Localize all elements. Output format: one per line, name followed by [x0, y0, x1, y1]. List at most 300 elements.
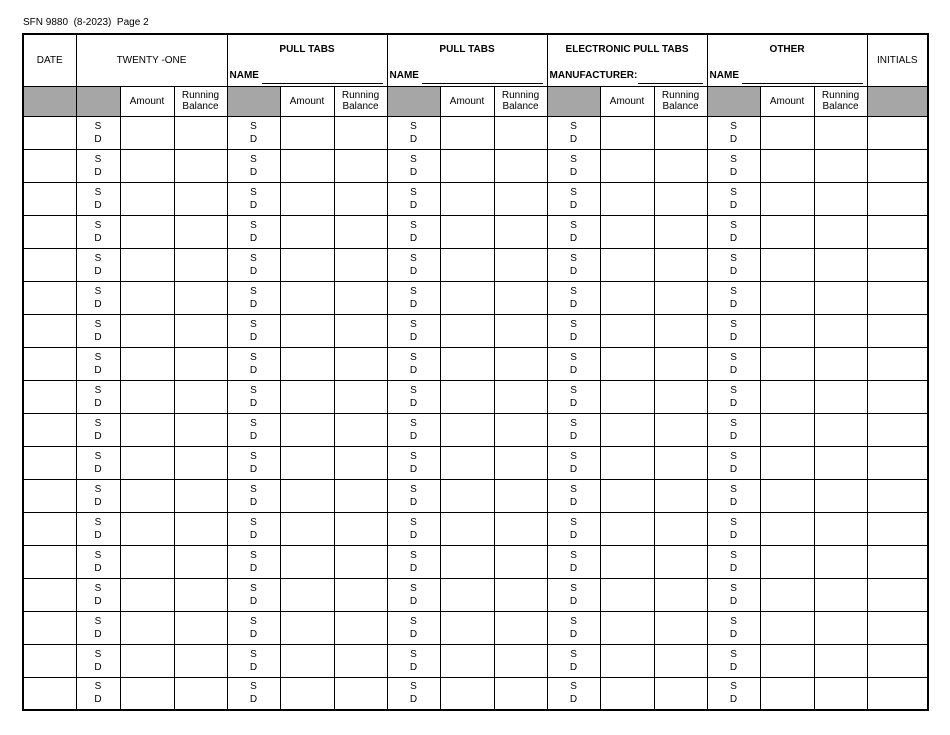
running-balance-cell[interactable]	[814, 215, 867, 248]
amount-cell[interactable]	[120, 413, 174, 446]
sale-deposit-cell[interactable]	[227, 677, 280, 710]
amount-cell[interactable]	[120, 677, 174, 710]
sale-deposit-cell[interactable]	[707, 182, 760, 215]
sale-deposit-cell[interactable]	[707, 578, 760, 611]
running-balance-cell[interactable]	[334, 248, 387, 281]
amount-cell[interactable]	[120, 281, 174, 314]
running-balance-cell[interactable]	[654, 149, 707, 182]
date-cell[interactable]	[23, 380, 76, 413]
sale-deposit-cell[interactable]	[76, 611, 120, 644]
pull-tabs-1-name-field[interactable]	[262, 83, 383, 84]
running-balance-cell[interactable]	[494, 611, 547, 644]
sale-deposit-cell[interactable]	[547, 578, 600, 611]
running-balance-cell[interactable]	[174, 446, 227, 479]
running-balance-cell[interactable]	[334, 413, 387, 446]
running-balance-cell[interactable]	[174, 545, 227, 578]
sale-deposit-cell[interactable]	[227, 578, 280, 611]
amount-cell[interactable]	[120, 578, 174, 611]
amount-cell[interactable]	[600, 281, 654, 314]
running-balance-cell[interactable]	[494, 116, 547, 149]
amount-cell[interactable]	[280, 446, 334, 479]
amount-cell[interactable]	[600, 578, 654, 611]
amount-cell[interactable]	[120, 380, 174, 413]
amount-cell[interactable]	[440, 149, 494, 182]
amount-cell[interactable]	[600, 545, 654, 578]
running-balance-cell[interactable]	[494, 677, 547, 710]
amount-cell[interactable]	[120, 314, 174, 347]
running-balance-cell[interactable]	[494, 413, 547, 446]
running-balance-cell[interactable]	[494, 479, 547, 512]
sale-deposit-cell[interactable]	[387, 314, 440, 347]
running-balance-cell[interactable]	[174, 116, 227, 149]
amount-cell[interactable]	[120, 149, 174, 182]
amount-cell[interactable]	[280, 314, 334, 347]
sale-deposit-cell[interactable]	[707, 611, 760, 644]
date-cell[interactable]	[23, 446, 76, 479]
running-balance-cell[interactable]	[494, 380, 547, 413]
amount-cell[interactable]	[600, 182, 654, 215]
amount-cell[interactable]	[600, 677, 654, 710]
running-balance-cell[interactable]	[174, 611, 227, 644]
amount-cell[interactable]	[440, 446, 494, 479]
sale-deposit-cell[interactable]	[707, 512, 760, 545]
sale-deposit-cell[interactable]	[76, 545, 120, 578]
amount-cell[interactable]	[280, 611, 334, 644]
sale-deposit-cell[interactable]	[707, 545, 760, 578]
amount-cell[interactable]	[280, 347, 334, 380]
sale-deposit-cell[interactable]	[387, 413, 440, 446]
sale-deposit-cell[interactable]	[76, 215, 120, 248]
sale-deposit-cell[interactable]	[76, 248, 120, 281]
running-balance-cell[interactable]	[334, 512, 387, 545]
sale-deposit-cell[interactable]	[707, 347, 760, 380]
running-balance-cell[interactable]	[654, 512, 707, 545]
amount-cell[interactable]	[280, 248, 334, 281]
running-balance-cell[interactable]	[334, 347, 387, 380]
running-balance-cell[interactable]	[494, 347, 547, 380]
running-balance-cell[interactable]	[654, 380, 707, 413]
initials-cell[interactable]	[867, 314, 928, 347]
date-cell[interactable]	[23, 182, 76, 215]
running-balance-cell[interactable]	[174, 347, 227, 380]
sale-deposit-cell[interactable]	[387, 644, 440, 677]
sale-deposit-cell[interactable]	[227, 611, 280, 644]
sale-deposit-cell[interactable]	[227, 182, 280, 215]
amount-cell[interactable]	[760, 116, 814, 149]
sale-deposit-cell[interactable]	[227, 446, 280, 479]
amount-cell[interactable]	[440, 578, 494, 611]
sale-deposit-cell[interactable]	[227, 248, 280, 281]
sale-deposit-cell[interactable]	[227, 215, 280, 248]
running-balance-cell[interactable]	[334, 314, 387, 347]
running-balance-cell[interactable]	[814, 677, 867, 710]
sale-deposit-cell[interactable]	[227, 281, 280, 314]
sale-deposit-cell[interactable]	[547, 248, 600, 281]
amount-cell[interactable]	[440, 248, 494, 281]
sale-deposit-cell[interactable]	[76, 182, 120, 215]
sale-deposit-cell[interactable]	[547, 116, 600, 149]
amount-cell[interactable]	[120, 611, 174, 644]
running-balance-cell[interactable]	[654, 215, 707, 248]
sale-deposit-cell[interactable]	[707, 281, 760, 314]
amount-cell[interactable]	[120, 479, 174, 512]
initials-cell[interactable]	[867, 545, 928, 578]
initials-cell[interactable]	[867, 182, 928, 215]
running-balance-cell[interactable]	[814, 314, 867, 347]
sale-deposit-cell[interactable]	[547, 611, 600, 644]
amount-cell[interactable]	[600, 413, 654, 446]
sale-deposit-cell[interactable]	[547, 677, 600, 710]
sale-deposit-cell[interactable]	[76, 380, 120, 413]
initials-cell[interactable]	[867, 347, 928, 380]
initials-cell[interactable]	[867, 116, 928, 149]
sale-deposit-cell[interactable]	[387, 116, 440, 149]
amount-cell[interactable]	[120, 545, 174, 578]
amount-cell[interactable]	[600, 644, 654, 677]
sale-deposit-cell[interactable]	[227, 380, 280, 413]
amount-cell[interactable]	[120, 512, 174, 545]
sale-deposit-cell[interactable]	[227, 116, 280, 149]
running-balance-cell[interactable]	[334, 545, 387, 578]
initials-cell[interactable]	[867, 215, 928, 248]
amount-cell[interactable]	[760, 479, 814, 512]
sale-deposit-cell[interactable]	[76, 281, 120, 314]
pull-tabs-2-name-field[interactable]	[422, 83, 543, 84]
sale-deposit-cell[interactable]	[707, 248, 760, 281]
other-name-field[interactable]	[742, 83, 863, 84]
sale-deposit-cell[interactable]	[547, 215, 600, 248]
amount-cell[interactable]	[120, 644, 174, 677]
running-balance-cell[interactable]	[654, 611, 707, 644]
running-balance-cell[interactable]	[174, 413, 227, 446]
running-balance-cell[interactable]	[654, 347, 707, 380]
amount-cell[interactable]	[600, 215, 654, 248]
running-balance-cell[interactable]	[814, 182, 867, 215]
sale-deposit-cell[interactable]	[387, 446, 440, 479]
amount-cell[interactable]	[760, 512, 814, 545]
running-balance-cell[interactable]	[654, 446, 707, 479]
running-balance-cell[interactable]	[174, 314, 227, 347]
sale-deposit-cell[interactable]	[227, 512, 280, 545]
amount-cell[interactable]	[120, 116, 174, 149]
amount-cell[interactable]	[440, 215, 494, 248]
running-balance-cell[interactable]	[334, 611, 387, 644]
sale-deposit-cell[interactable]	[387, 512, 440, 545]
amount-cell[interactable]	[280, 578, 334, 611]
sale-deposit-cell[interactable]	[707, 149, 760, 182]
initials-cell[interactable]	[867, 677, 928, 710]
amount-cell[interactable]	[440, 380, 494, 413]
amount-cell[interactable]	[440, 116, 494, 149]
initials-cell[interactable]	[867, 149, 928, 182]
amount-cell[interactable]	[760, 281, 814, 314]
sale-deposit-cell[interactable]	[387, 182, 440, 215]
amount-cell[interactable]	[120, 248, 174, 281]
sale-deposit-cell[interactable]	[387, 380, 440, 413]
running-balance-cell[interactable]	[334, 380, 387, 413]
sale-deposit-cell[interactable]	[227, 479, 280, 512]
sale-deposit-cell[interactable]	[707, 116, 760, 149]
date-cell[interactable]	[23, 644, 76, 677]
amount-cell[interactable]	[440, 413, 494, 446]
running-balance-cell[interactable]	[334, 644, 387, 677]
running-balance-cell[interactable]	[334, 281, 387, 314]
sale-deposit-cell[interactable]	[547, 446, 600, 479]
running-balance-cell[interactable]	[654, 248, 707, 281]
running-balance-cell[interactable]	[174, 281, 227, 314]
running-balance-cell[interactable]	[174, 149, 227, 182]
sale-deposit-cell[interactable]	[387, 578, 440, 611]
running-balance-cell[interactable]	[494, 182, 547, 215]
sale-deposit-cell[interactable]	[76, 644, 120, 677]
running-balance-cell[interactable]	[334, 578, 387, 611]
running-balance-cell[interactable]	[814, 512, 867, 545]
amount-cell[interactable]	[600, 611, 654, 644]
sale-deposit-cell[interactable]	[707, 215, 760, 248]
sale-deposit-cell[interactable]	[387, 545, 440, 578]
running-balance-cell[interactable]	[814, 380, 867, 413]
running-balance-cell[interactable]	[174, 677, 227, 710]
sale-deposit-cell[interactable]	[227, 347, 280, 380]
sale-deposit-cell[interactable]	[227, 545, 280, 578]
amount-cell[interactable]	[280, 545, 334, 578]
running-balance-cell[interactable]	[494, 644, 547, 677]
sale-deposit-cell[interactable]	[707, 314, 760, 347]
running-balance-cell[interactable]	[814, 545, 867, 578]
sale-deposit-cell[interactable]	[547, 281, 600, 314]
amount-cell[interactable]	[600, 380, 654, 413]
running-balance-cell[interactable]	[334, 182, 387, 215]
initials-cell[interactable]	[867, 281, 928, 314]
running-balance-cell[interactable]	[494, 281, 547, 314]
running-balance-cell[interactable]	[814, 644, 867, 677]
amount-cell[interactable]	[600, 479, 654, 512]
sale-deposit-cell[interactable]	[547, 347, 600, 380]
date-cell[interactable]	[23, 545, 76, 578]
running-balance-cell[interactable]	[334, 116, 387, 149]
running-balance-cell[interactable]	[174, 380, 227, 413]
sale-deposit-cell[interactable]	[76, 677, 120, 710]
amount-cell[interactable]	[600, 248, 654, 281]
running-balance-cell[interactable]	[494, 215, 547, 248]
running-balance-cell[interactable]	[494, 512, 547, 545]
running-balance-cell[interactable]	[334, 479, 387, 512]
date-cell[interactable]	[23, 215, 76, 248]
sale-deposit-cell[interactable]	[547, 479, 600, 512]
amount-cell[interactable]	[760, 611, 814, 644]
date-cell[interactable]	[23, 512, 76, 545]
running-balance-cell[interactable]	[654, 545, 707, 578]
sale-deposit-cell[interactable]	[387, 347, 440, 380]
initials-cell[interactable]	[867, 512, 928, 545]
running-balance-cell[interactable]	[654, 479, 707, 512]
sale-deposit-cell[interactable]	[547, 314, 600, 347]
date-cell[interactable]	[23, 413, 76, 446]
amount-cell[interactable]	[760, 149, 814, 182]
running-balance-cell[interactable]	[174, 182, 227, 215]
amount-cell[interactable]	[440, 644, 494, 677]
running-balance-cell[interactable]	[654, 182, 707, 215]
sale-deposit-cell[interactable]	[76, 512, 120, 545]
date-cell[interactable]	[23, 611, 76, 644]
date-cell[interactable]	[23, 314, 76, 347]
amount-cell[interactable]	[120, 215, 174, 248]
sale-deposit-cell[interactable]	[227, 644, 280, 677]
amount-cell[interactable]	[760, 413, 814, 446]
amount-cell[interactable]	[760, 380, 814, 413]
running-balance-cell[interactable]	[334, 149, 387, 182]
running-balance-cell[interactable]	[174, 644, 227, 677]
date-cell[interactable]	[23, 149, 76, 182]
sale-deposit-cell[interactable]	[76, 446, 120, 479]
sale-deposit-cell[interactable]	[547, 182, 600, 215]
sale-deposit-cell[interactable]	[76, 116, 120, 149]
running-balance-cell[interactable]	[654, 116, 707, 149]
running-balance-cell[interactable]	[814, 281, 867, 314]
initials-cell[interactable]	[867, 479, 928, 512]
amount-cell[interactable]	[280, 149, 334, 182]
sale-deposit-cell[interactable]	[547, 545, 600, 578]
running-balance-cell[interactable]	[334, 677, 387, 710]
manufacturer-field[interactable]	[638, 83, 703, 84]
running-balance-cell[interactable]	[654, 413, 707, 446]
initials-cell[interactable]	[867, 380, 928, 413]
initials-cell[interactable]	[867, 413, 928, 446]
amount-cell[interactable]	[440, 281, 494, 314]
sale-deposit-cell[interactable]	[76, 479, 120, 512]
amount-cell[interactable]	[760, 347, 814, 380]
amount-cell[interactable]	[760, 248, 814, 281]
date-cell[interactable]	[23, 677, 76, 710]
running-balance-cell[interactable]	[654, 314, 707, 347]
date-cell[interactable]	[23, 578, 76, 611]
amount-cell[interactable]	[760, 578, 814, 611]
running-balance-cell[interactable]	[494, 578, 547, 611]
amount-cell[interactable]	[760, 545, 814, 578]
amount-cell[interactable]	[280, 281, 334, 314]
running-balance-cell[interactable]	[814, 611, 867, 644]
running-balance-cell[interactable]	[814, 413, 867, 446]
amount-cell[interactable]	[440, 347, 494, 380]
running-balance-cell[interactable]	[334, 446, 387, 479]
running-balance-cell[interactable]	[494, 248, 547, 281]
running-balance-cell[interactable]	[174, 215, 227, 248]
sale-deposit-cell[interactable]	[387, 479, 440, 512]
running-balance-cell[interactable]	[654, 578, 707, 611]
running-balance-cell[interactable]	[814, 248, 867, 281]
sale-deposit-cell[interactable]	[547, 380, 600, 413]
sale-deposit-cell[interactable]	[547, 149, 600, 182]
initials-cell[interactable]	[867, 611, 928, 644]
date-cell[interactable]	[23, 479, 76, 512]
initials-cell[interactable]	[867, 248, 928, 281]
amount-cell[interactable]	[280, 413, 334, 446]
amount-cell[interactable]	[120, 347, 174, 380]
date-cell[interactable]	[23, 248, 76, 281]
sale-deposit-cell[interactable]	[227, 314, 280, 347]
sale-deposit-cell[interactable]	[547, 512, 600, 545]
amount-cell[interactable]	[280, 182, 334, 215]
amount-cell[interactable]	[120, 182, 174, 215]
amount-cell[interactable]	[760, 215, 814, 248]
running-balance-cell[interactable]	[814, 149, 867, 182]
amount-cell[interactable]	[280, 677, 334, 710]
amount-cell[interactable]	[440, 677, 494, 710]
date-cell[interactable]	[23, 347, 76, 380]
sale-deposit-cell[interactable]	[387, 281, 440, 314]
amount-cell[interactable]	[600, 314, 654, 347]
amount-cell[interactable]	[760, 446, 814, 479]
amount-cell[interactable]	[280, 215, 334, 248]
running-balance-cell[interactable]	[814, 347, 867, 380]
sale-deposit-cell[interactable]	[387, 215, 440, 248]
sale-deposit-cell[interactable]	[76, 578, 120, 611]
running-balance-cell[interactable]	[654, 644, 707, 677]
initials-cell[interactable]	[867, 446, 928, 479]
running-balance-cell[interactable]	[494, 545, 547, 578]
running-balance-cell[interactable]	[814, 116, 867, 149]
running-balance-cell[interactable]	[174, 248, 227, 281]
amount-cell[interactable]	[600, 116, 654, 149]
running-balance-cell[interactable]	[654, 677, 707, 710]
amount-cell[interactable]	[760, 644, 814, 677]
date-cell[interactable]	[23, 281, 76, 314]
amount-cell[interactable]	[280, 116, 334, 149]
amount-cell[interactable]	[600, 446, 654, 479]
amount-cell[interactable]	[440, 611, 494, 644]
amount-cell[interactable]	[440, 182, 494, 215]
amount-cell[interactable]	[440, 314, 494, 347]
running-balance-cell[interactable]	[654, 281, 707, 314]
amount-cell[interactable]	[760, 314, 814, 347]
sale-deposit-cell[interactable]	[707, 479, 760, 512]
amount-cell[interactable]	[280, 512, 334, 545]
date-cell[interactable]	[23, 116, 76, 149]
amount-cell[interactable]	[440, 512, 494, 545]
amount-cell[interactable]	[760, 182, 814, 215]
amount-cell[interactable]	[280, 380, 334, 413]
sale-deposit-cell[interactable]	[387, 248, 440, 281]
running-balance-cell[interactable]	[814, 446, 867, 479]
running-balance-cell[interactable]	[334, 215, 387, 248]
amount-cell[interactable]	[440, 545, 494, 578]
running-balance-cell[interactable]	[494, 149, 547, 182]
amount-cell[interactable]	[280, 479, 334, 512]
running-balance-cell[interactable]	[494, 446, 547, 479]
amount-cell[interactable]	[280, 644, 334, 677]
sale-deposit-cell[interactable]	[547, 644, 600, 677]
sale-deposit-cell[interactable]	[227, 413, 280, 446]
initials-cell[interactable]	[867, 644, 928, 677]
sale-deposit-cell[interactable]	[387, 611, 440, 644]
sale-deposit-cell[interactable]	[707, 446, 760, 479]
sale-deposit-cell[interactable]	[76, 413, 120, 446]
running-balance-cell[interactable]	[494, 314, 547, 347]
running-balance-cell[interactable]	[174, 512, 227, 545]
sale-deposit-cell[interactable]	[227, 149, 280, 182]
sale-deposit-cell[interactable]	[76, 314, 120, 347]
amount-cell[interactable]	[600, 149, 654, 182]
sale-deposit-cell[interactable]	[387, 149, 440, 182]
running-balance-cell[interactable]	[174, 479, 227, 512]
sale-deposit-cell[interactable]	[547, 413, 600, 446]
amount-cell[interactable]	[600, 347, 654, 380]
running-balance-cell[interactable]	[814, 578, 867, 611]
sale-deposit-cell[interactable]	[387, 677, 440, 710]
amount-cell[interactable]	[440, 479, 494, 512]
running-balance-cell[interactable]	[814, 479, 867, 512]
amount-cell[interactable]	[120, 446, 174, 479]
